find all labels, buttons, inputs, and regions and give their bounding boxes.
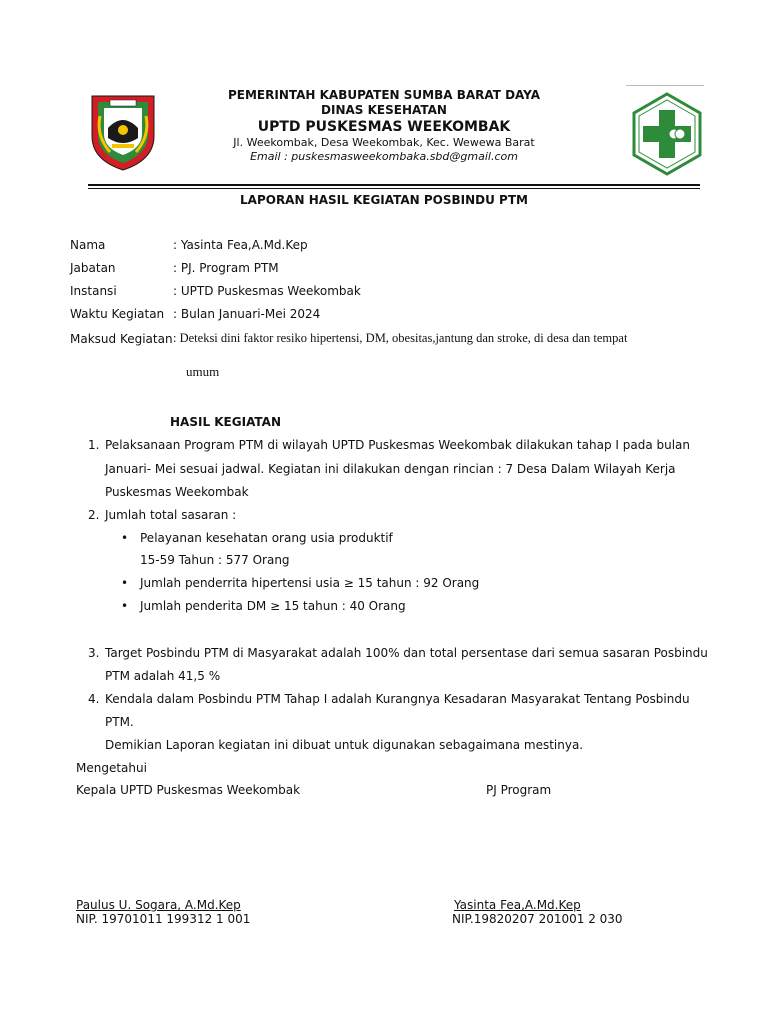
letterhead xyxy=(190,88,578,164)
puskesmas-logo xyxy=(630,92,704,176)
letterhead-government: PEMERINTAH KABUPATEN SUMBA BARAT DAYA xyxy=(227,88,541,102)
info-label-waktu: Waktu Kegiatan xyxy=(70,307,165,321)
info-value-nama: : Yasinta Fea,A.Md.Kep xyxy=(173,238,308,252)
bullet-icon: • xyxy=(121,576,129,590)
item-2-bullet-2: Jumlah penderrita hipertensi usia ≥ 15 tahun : 92 Orang xyxy=(140,576,480,590)
top-decorative-rule xyxy=(626,85,704,86)
item-1-line-3: Puskesmas Weekombak xyxy=(105,485,249,499)
signature-right-name: Yasinta Fea,A.Md.Kep xyxy=(454,898,581,912)
info-label-instansi: Instansi xyxy=(70,284,117,298)
signature-right-role: PJ Program xyxy=(486,783,552,797)
item-2-number: 2. xyxy=(88,508,100,522)
item-4-number: 4. xyxy=(88,692,100,706)
item-2-text: Jumlah total sasaran : xyxy=(105,508,237,522)
item-3-line-2: PTM adalah 41,5 % xyxy=(105,669,221,683)
section-title: HASIL KEGIATAN xyxy=(170,415,282,429)
kabupaten-emblem-logo xyxy=(86,88,160,172)
item-1-line-1: Pelaksanaan Program PTM di wilayah UPTD Puskesmas Weekombak dilakukan tahap I pada bulan xyxy=(105,438,690,452)
info-value-waktu: : Bulan Januari-Mei 2024 xyxy=(173,307,321,321)
item-3-line-1: Target Posbindu PTM di Masyarakat adalah 100% dan total persentase dari semua sasaran Posbindu xyxy=(105,646,708,660)
signature-right-nip: NIP.19820207 201001 2 030 xyxy=(452,912,623,926)
header-divider-thin xyxy=(88,188,700,189)
info-label-maksud: Maksud Kegiatan xyxy=(70,332,173,346)
item-1-line-2: Januari- Mei sesuai jadwal. Kegiatan ini dilakukan dengan rincian : 7 Desa Dalam Wilayah Kerja xyxy=(105,462,676,476)
signature-left-role: Kepala UPTD Puskesmas Weekombak xyxy=(76,783,301,797)
signature-left-nip: NIP. 19701011 199312 1 001 xyxy=(76,912,251,926)
bullet-icon: • xyxy=(121,531,129,545)
letterhead-address: Jl. Weekombak, Desa Weekombak, Kec. Wewewa Barat xyxy=(233,136,535,149)
bullet-icon: • xyxy=(121,599,129,613)
letterhead-department: DINAS KESEHATAN xyxy=(321,103,447,117)
item-2-bullet-1-cont: 15-59 Tahun : 577 Orang xyxy=(140,553,290,567)
signature-left-name: Paulus U. Sogara, A.Md.Kep xyxy=(76,898,241,912)
report-title: LAPORAN HASIL KEGIATAN POSBINDU PTM xyxy=(240,193,528,207)
item-1-number: 1. xyxy=(88,438,100,452)
info-label-jabatan: Jabatan xyxy=(70,261,116,275)
item-3-number: 3. xyxy=(88,646,100,660)
info-label-nama: Nama xyxy=(70,238,106,252)
letterhead-email: Email : puskesmasweekombaka.sbd@gmail.com xyxy=(250,150,518,163)
info-value-maksud-cont: umum xyxy=(186,364,220,379)
item-4-line-1: Kendala dalam Posbindu PTM Tahap I adalah Kurangnya Kesadaran Masyarakat Tentang Posbindu xyxy=(105,692,690,706)
item-2-bullet-1: Pelayanan kesehatan orang usia produktif xyxy=(140,531,393,545)
info-value-maksud: : Deteksi dini faktor resiko hipertensi, DM, obesitas,jantung dan stroke, di desa dan tempat xyxy=(173,331,628,345)
closing-statement: Demikian Laporan kegiatan ini dibuat untuk digunakan sebagaimana mestinya. xyxy=(105,738,584,752)
info-value-jabatan: : PJ. Program PTM xyxy=(173,261,279,275)
signature-mengetahui: Mengetahui xyxy=(76,761,147,775)
item-4-line-2: PTM. xyxy=(105,715,134,729)
letterhead-unit: UPTD PUSKESMAS WEEKOMBAK xyxy=(257,119,511,135)
info-value-instansi: : UPTD Puskesmas Weekombak xyxy=(173,284,361,298)
item-2-bullet-3: Jumlah penderita DM ≥ 15 tahun : 40 Orang xyxy=(140,599,406,613)
header-divider-thick xyxy=(88,184,700,186)
